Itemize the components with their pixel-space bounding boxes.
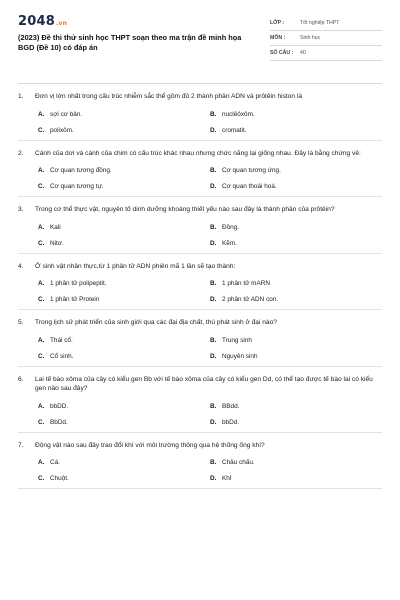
exam-meta	[270, 16, 382, 61]
answer-text: Cơ quan tương ứng.	[222, 167, 281, 174]
meta-row-count	[270, 46, 382, 61]
exam-header	[18, 14, 382, 61]
answer-text: bbDd.	[222, 418, 240, 426]
answer-text: Cá.	[50, 459, 60, 466]
answer-label: D.	[210, 418, 217, 426]
question-line	[18, 375, 382, 394]
answer-label: A.	[38, 402, 45, 410]
answer-text: 1 phân tử mARN	[222, 280, 270, 287]
question-line	[18, 92, 382, 102]
answer-label: C.	[38, 352, 45, 360]
answer-label: D.	[210, 126, 217, 134]
answer-label: B.	[210, 336, 217, 344]
answer-option[interactable]	[38, 403, 210, 410]
answer-option[interactable]	[210, 127, 382, 134]
answer-label: A.	[38, 223, 45, 231]
answer-option[interactable]	[210, 353, 382, 360]
answer-label: C.	[38, 126, 45, 134]
answer-option[interactable]	[210, 403, 382, 410]
answer-grid	[18, 337, 382, 360]
answer-option[interactable]	[210, 111, 382, 118]
answer-text: Châu chấu.	[222, 459, 255, 466]
site-logo[interactable]	[18, 14, 258, 29]
answer-option[interactable]	[38, 280, 210, 287]
question-line	[18, 205, 382, 215]
answer-option[interactable]	[210, 337, 382, 344]
answer-text: Kali	[50, 223, 61, 231]
answer-option[interactable]	[38, 353, 210, 360]
answer-text: BBdd.	[222, 402, 240, 410]
answer-text: bbDD.	[50, 402, 69, 410]
answer-grid	[18, 280, 382, 303]
answer-grid	[18, 459, 382, 482]
answer-text: sợi cơ bản.	[50, 110, 83, 118]
answer-text: polixôm.	[50, 126, 74, 134]
answer-label: D.	[210, 352, 217, 360]
meta-row-class	[270, 16, 382, 31]
answer-text: Cơ quan tương đồng.	[50, 167, 112, 174]
question-text: Động vật nào sau đây trao đổi khí với môi trường thông qua hệ thống ống khí?	[35, 441, 265, 449]
logo-text: 2048	[18, 14, 55, 29]
answer-text: Cơ quan thoái hoá.	[222, 183, 277, 190]
answer-option[interactable]	[38, 127, 210, 134]
answer-option[interactable]	[210, 224, 382, 231]
answer-text: BbDd.	[50, 418, 68, 426]
question-item	[18, 254, 382, 311]
answer-text: Trung sinh	[222, 336, 252, 344]
meta-label: SỐ CÂU :	[270, 50, 294, 56]
answer-label: A.	[38, 336, 45, 344]
question-line	[18, 441, 382, 451]
answer-text: Nitơ.	[50, 239, 64, 247]
answer-label: C.	[38, 475, 45, 482]
question-item	[18, 367, 382, 433]
question-item	[18, 433, 382, 490]
answer-option[interactable]	[210, 419, 382, 426]
answer-label: C.	[38, 296, 45, 303]
answer-text: Kẽm.	[222, 239, 237, 247]
logo-suffix: .vn	[55, 20, 68, 27]
answer-text: Cơ quan tương tự.	[50, 183, 104, 190]
question-text: Trong lịch sử phát triển của sinh giới qua các đại địa chất, thú phát sinh ở đại nào?	[35, 319, 277, 326]
answer-label: B.	[210, 223, 217, 231]
answer-text: cromatit.	[222, 126, 247, 134]
answer-label: B.	[210, 110, 217, 118]
question-text: Lai tế bào xôma của cây có kiểu gen Bb với tế bào xôma của cây có kiểu gen Dd, có thể tạo được tế bào lai có kiểu gen nào sau đây?	[35, 375, 373, 392]
meta-value: Tốt nghiệp THPT	[300, 20, 340, 26]
document-title: (2023) Đề thi thử sinh học THPT soạn theo ma trận đề minh họa BGD (Đề 10) có đáp án	[18, 33, 242, 52]
answer-label: C.	[38, 418, 45, 426]
meta-row-subject	[270, 31, 382, 46]
question-item	[18, 84, 382, 141]
answer-option[interactable]	[38, 459, 210, 466]
answer-grid	[18, 403, 382, 426]
question-text: Đơn vị lớn nhất trong cấu trúc nhiễm sắc thể gồm đủ 2 thành phần ADN và prôtêin histon là	[35, 93, 303, 100]
answer-label: A.	[38, 459, 45, 466]
answer-text: Chuột.	[50, 475, 69, 482]
question-text: Cánh của dơi và cánh của chim có cấu trúc khác nhau nhưng chức năng lại giống nhau. Đây là bằng chứng về:	[35, 149, 361, 157]
question-number: 4.	[18, 262, 24, 270]
answer-text: Cổ sinh.	[50, 352, 74, 360]
question-item	[18, 197, 382, 254]
answer-text: 1 phân tử Protein	[50, 296, 100, 303]
answer-option[interactable]	[38, 183, 210, 190]
answer-grid	[18, 111, 382, 134]
meta-value: Sinh học	[300, 35, 321, 41]
header-left	[18, 14, 258, 61]
question-text: Trong cơ thể thực vật, nguyên tố dinh dưỡng khoáng thiết yếu nào sau đây là thành phần của prôtêin?	[35, 206, 335, 213]
answer-option[interactable]	[38, 167, 210, 174]
answer-label: A.	[38, 167, 45, 174]
answer-label: A.	[38, 110, 45, 118]
answer-text: Đồng.	[222, 223, 240, 231]
answer-option[interactable]	[38, 224, 210, 231]
answer-text: 1 phân tử polipeptit.	[50, 280, 107, 287]
answer-label: D.	[210, 475, 217, 482]
answer-option[interactable]	[38, 296, 210, 303]
meta-value: 40	[300, 50, 306, 56]
answer-option[interactable]	[210, 183, 382, 190]
answer-text: Thái cổ.	[50, 336, 73, 344]
question-item	[18, 310, 382, 367]
answer-label: A.	[38, 280, 45, 287]
answer-label: B.	[210, 280, 217, 287]
question-text: Ở sinh vật nhân thực,từ 1 phân tử ADN phiên mã 1 lần sẽ tạo thành:	[35, 262, 236, 270]
answer-option[interactable]	[38, 240, 210, 247]
answer-label: B.	[210, 402, 217, 410]
meta-label: LỚP :	[270, 20, 285, 26]
answer-option[interactable]	[38, 337, 210, 344]
answer-option[interactable]	[210, 459, 382, 466]
answer-option[interactable]	[210, 240, 382, 247]
answer-label: B.	[210, 459, 217, 466]
question-number: 3.	[18, 206, 24, 213]
answer-label: B.	[210, 167, 217, 174]
question-number: 2.	[18, 149, 24, 157]
question-number: 7.	[18, 441, 24, 449]
answer-text: nuclêôxôm.	[222, 110, 255, 118]
question-item	[18, 141, 382, 198]
answer-option[interactable]	[38, 111, 210, 118]
answer-option[interactable]	[38, 475, 210, 482]
question-number: 1.	[18, 93, 24, 100]
answer-grid	[18, 167, 382, 190]
question-number: 5.	[18, 319, 24, 326]
answer-option[interactable]	[38, 419, 210, 426]
question-line	[18, 318, 382, 328]
answer-label: C.	[38, 183, 45, 190]
answer-label: C.	[38, 239, 45, 247]
question-line	[18, 262, 382, 272]
meta-label: MÔN :	[270, 35, 286, 41]
question-number: 6.	[18, 375, 24, 383]
answer-option[interactable]	[210, 280, 382, 287]
answer-option[interactable]	[210, 296, 382, 303]
answer-label: D.	[210, 296, 217, 303]
answer-text: 2 phân tử ADN con.	[222, 296, 279, 303]
answer-label: D.	[210, 239, 217, 247]
question-line	[18, 149, 382, 159]
answer-text: Nguyên sinh	[222, 352, 258, 360]
answer-grid	[18, 224, 382, 247]
answer-label: D.	[210, 183, 217, 190]
answer-option[interactable]	[210, 475, 382, 482]
answer-option[interactable]	[210, 167, 382, 174]
question-list	[18, 84, 382, 489]
answer-text: Khỉ	[222, 475, 232, 482]
